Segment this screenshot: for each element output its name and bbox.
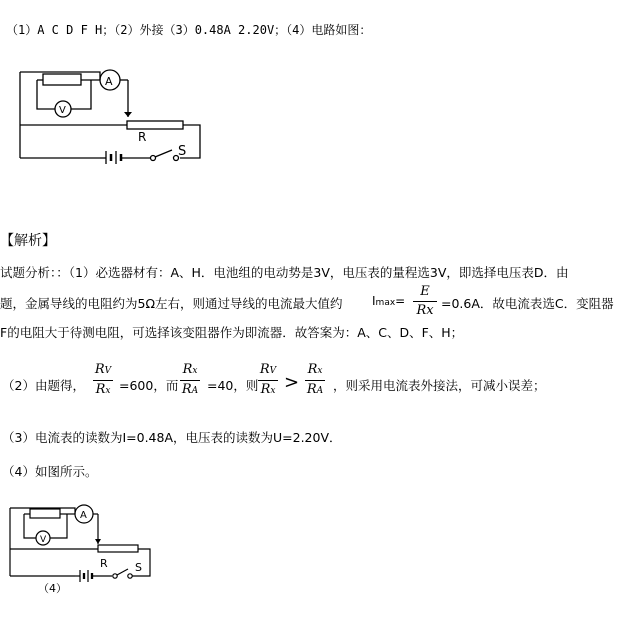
fraction-E-over-Rx: E Rx (413, 284, 437, 319)
p2-eq1: =600，而 (119, 378, 179, 393)
p2-prefix: （2）由题得， (2, 378, 85, 393)
greater-than-sign: > (284, 372, 300, 393)
fraction-Rv-over-Rx: RV Rx (94, 362, 112, 397)
p2-suffix: ，则采用电流表外接法，可减小误差； (333, 378, 546, 393)
circuit-diagram-bottom (0, 500, 170, 600)
ammeter-label-bottom: A (80, 510, 87, 521)
circuit-diagram-top (0, 60, 220, 170)
figure-caption: （4） (38, 582, 67, 595)
analysis-line-2a: 题，金属导线的电阻约为5Ω左右，则通过导线的电流最大值约 (0, 296, 343, 311)
switch-label-bottom: S (135, 561, 142, 574)
ammeter-label: A (105, 75, 113, 88)
section-header: 【解析】 (0, 233, 56, 249)
fraction-Rv-over-Rx-2: RV Rx (259, 362, 277, 397)
analysis-line-3: F的电阻大于待测电阻，可选择该变阻器作为即流器．故答案为：A、C、D、F、H； (0, 325, 464, 340)
p2-eq2: =40，则 (207, 378, 259, 393)
analysis-line-1: 试题分析：：（1）必选器材有：A、H．电池组的电动势是3V，电压表的量程选3V，即选择电压表D．由 (0, 265, 569, 280)
rheostat-label: R (138, 130, 147, 144)
imax-label: Imax= (372, 294, 406, 308)
rheostat-label-bottom: R (100, 557, 108, 570)
fraction-Rx-over-Ra: Rx RA (181, 362, 199, 397)
switch-label: S (178, 144, 187, 159)
answer-line: （1）A C D F H；（2）外接（3）0.48A 2.20V；（4）电路如图： (6, 23, 372, 37)
fraction-Rx-over-Ra-2: Rx RA (306, 362, 324, 397)
p4: （4）如图所示。 (2, 464, 98, 479)
p3: （3）电流表的读数为I=0.48A，电压表的读数为U=2.20V． (2, 430, 342, 445)
voltmeter-label: V (59, 105, 66, 116)
analysis-line-2b: =0.6A．故电流表选C．变阻器 (441, 296, 614, 311)
voltmeter-label-bottom: V (40, 535, 47, 545)
